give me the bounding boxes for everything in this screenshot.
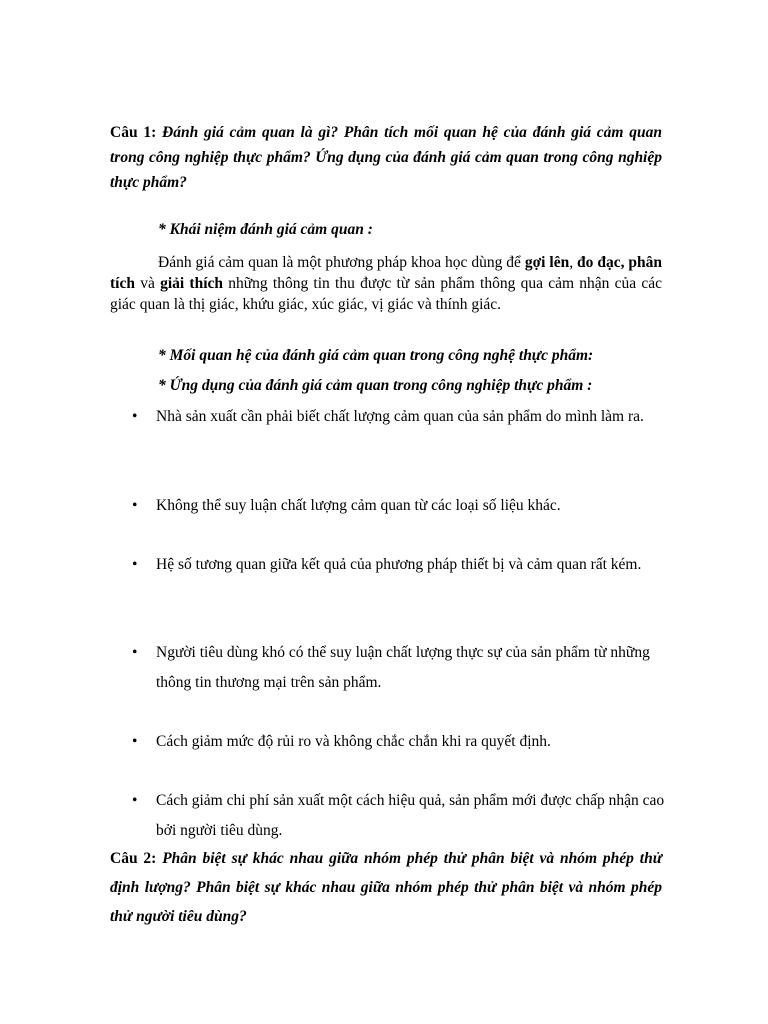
heading-applications: * Ứng dụng của đánh giá cảm quan trong công nghiệp thực phẩm : <box>158 377 593 394</box>
heading-concept: * Khái niệm đánh giá cảm quan : <box>158 221 373 238</box>
bullet-icon: • <box>132 792 138 809</box>
bullet-icon: • <box>132 644 138 661</box>
list-item <box>110 402 666 432</box>
list-item-text: Cách giảm mức độ rủi ro và không chắc chắn khi ra quyết định. <box>156 733 551 750</box>
bullet-icon: • <box>132 497 138 514</box>
question-2-text: Phân biệt sự khác nhau giữa nhóm phép thử phân biệt và nhóm phép thử định lượng? Phân biệt sự khác nhau giữa nhóm phép thử phân biệt và nhóm phép thử người tiêu dùng? <box>110 850 662 925</box>
list-item <box>110 550 666 580</box>
list-item-text: Cách giảm chi phí sản xuất một cách hiệu quả, sản phẩm mới được chấp nhận cao bởi người tiêu dùng. <box>156 792 665 839</box>
definition-bold-measure-analyze: đo đạc, phân tích <box>110 254 663 292</box>
definition-text-1: Đánh giá cảm quan là một phương pháp khoa học dùng để <box>158 254 525 271</box>
definition-sep-2: và <box>134 275 161 292</box>
definition-bold-interpret: giải thích <box>160 275 224 292</box>
question-2-label: Câu 2: <box>110 850 163 867</box>
list-item <box>110 786 666 845</box>
list-item-text: Không thể suy luận chất lượng cảm quan từ các loại số liệu khác. <box>156 497 561 514</box>
list-item <box>110 638 666 697</box>
list-item <box>110 491 666 521</box>
bullet-icon: • <box>132 556 138 573</box>
definition-bold-evoke: gợi lên <box>524 254 570 271</box>
bullet-icon: • <box>132 733 138 750</box>
list-item <box>110 727 666 757</box>
question-1-text: Đánh giá cảm quan là gì? Phân tích mối quan hệ của đánh giá cảm quan trong công nghiệp thực phẩm? Ứng dụng của đánh giá cảm quan trong công nghiệp thực phẩm? <box>110 124 662 191</box>
definition-sep-1: , <box>569 254 578 271</box>
list-item-text: Nhà sản xuất cần phải biết chất lượng cảm quan của sản phẩm do mình làm ra. <box>156 408 644 425</box>
question-2 <box>110 844 662 931</box>
list-item-text: Hệ số tương quan giữa kết quả của phương pháp thiết bị và cảm quan rất kém. <box>156 556 642 573</box>
list-item-text: Người tiêu dùng khó có thể suy luận chất lượng thực sự của sản phẩm từ những thông tin thương mại trên sản phẩm. <box>156 644 650 691</box>
definition-text-2: những thông tin thu được từ sản phẩm thông qua cảm nhận của các giác quan là thị giác, khứu giác, xúc giác, vị giác và thính giác. <box>110 275 662 313</box>
heading-relationship: * Mối quan hệ của đánh giá cảm quan trong công nghệ thực phẩm: <box>158 347 594 364</box>
bullet-icon: • <box>132 408 138 425</box>
question-1-label: Câu 1: <box>110 124 163 141</box>
